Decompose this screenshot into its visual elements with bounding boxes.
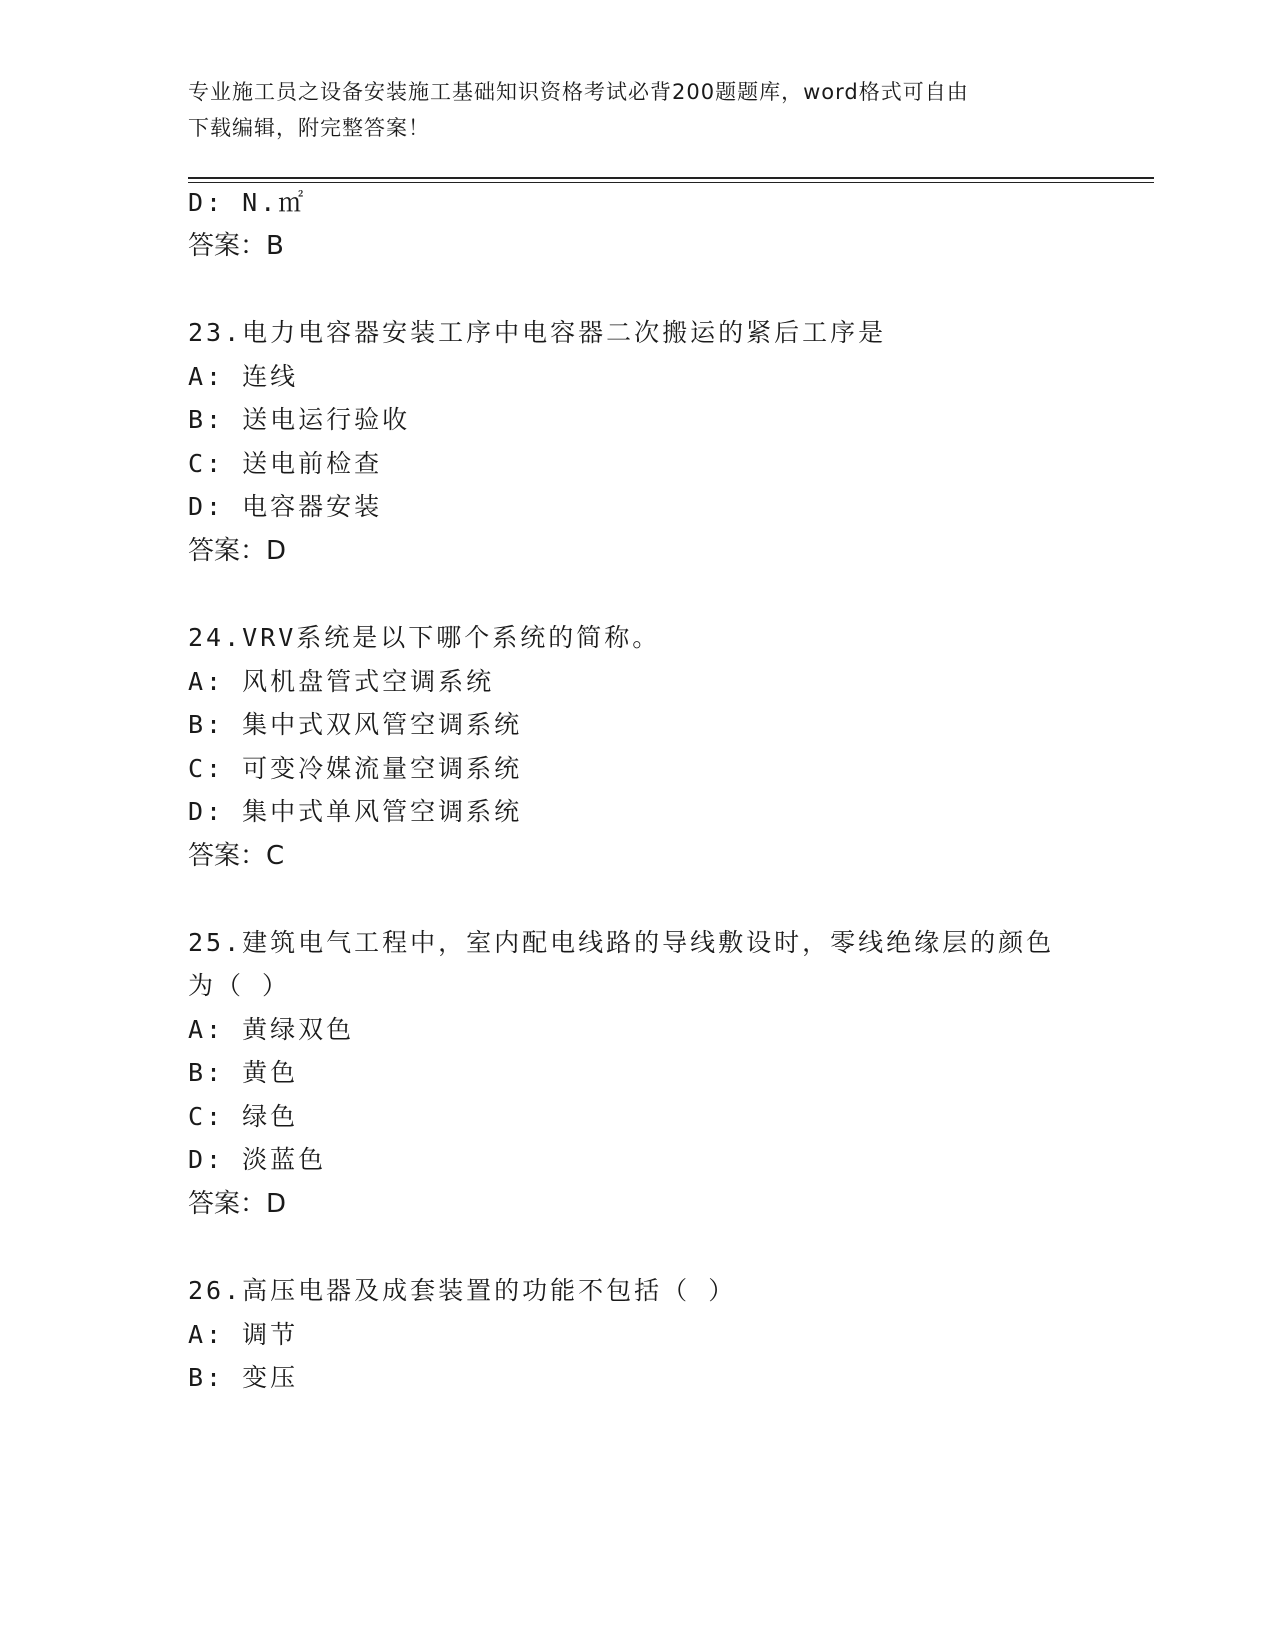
q23-answer: 答案：D: [188, 536, 287, 566]
q24-answer: 答案：C: [188, 841, 285, 871]
header-line-1: 专业施工员之设备安装施工基础知识资格考试必背200题题库，word格式可自由: [188, 80, 969, 104]
q23-option-d: D: 电容器安装: [188, 492, 383, 521]
header-rule-thick: [188, 177, 1154, 179]
q23-question: 23.电力电容器安装工序中电容器二次搬运的紧后工序是: [188, 318, 887, 347]
q26-question: 26.高压电器及成套装置的功能不包括（ ）: [188, 1276, 737, 1305]
q25-answer: 答案：D: [188, 1189, 287, 1219]
q25-option-a: A: 黄绿双色: [188, 1015, 355, 1044]
q23-option-c: C: 送电前检查: [188, 449, 383, 478]
q25-option-b: B: 黄色: [188, 1058, 299, 1087]
q24-option-c: C: 可变冷媒流量空调系统: [188, 754, 523, 783]
q25-question-line-1: 25.建筑电气工程中，室内配电线路的导线敷设时，零线绝缘层的颜色: [188, 928, 1055, 957]
q22-answer: 答案：B: [188, 231, 284, 261]
q23-option-a: A: 连线: [188, 362, 299, 391]
q24-question: 24.VRV系统是以下哪个系统的简称。: [188, 623, 661, 652]
q23-option-b: B: 送电运行验收: [188, 405, 411, 434]
q25-option-c: C: 绿色: [188, 1102, 299, 1131]
q24-option-d: D: 集中式单风管空调系统: [188, 797, 523, 826]
q24-option-b: B: 集中式双风管空调系统: [188, 710, 523, 739]
q24-option-a: A: 风机盘管式空调系统: [188, 667, 495, 696]
q22-option-d: D: N.㎡: [188, 188, 307, 217]
q26-option-b: B: 变压: [188, 1363, 299, 1392]
q25-option-d: D: 淡蓝色: [188, 1145, 327, 1174]
header-line-2: 下载编辑，附完整答案！: [188, 116, 430, 140]
document-header: [188, 74, 1088, 146]
q26-option-a: A: 调节: [188, 1320, 299, 1349]
q25-question-line-2: 为（ ）: [188, 971, 291, 1000]
